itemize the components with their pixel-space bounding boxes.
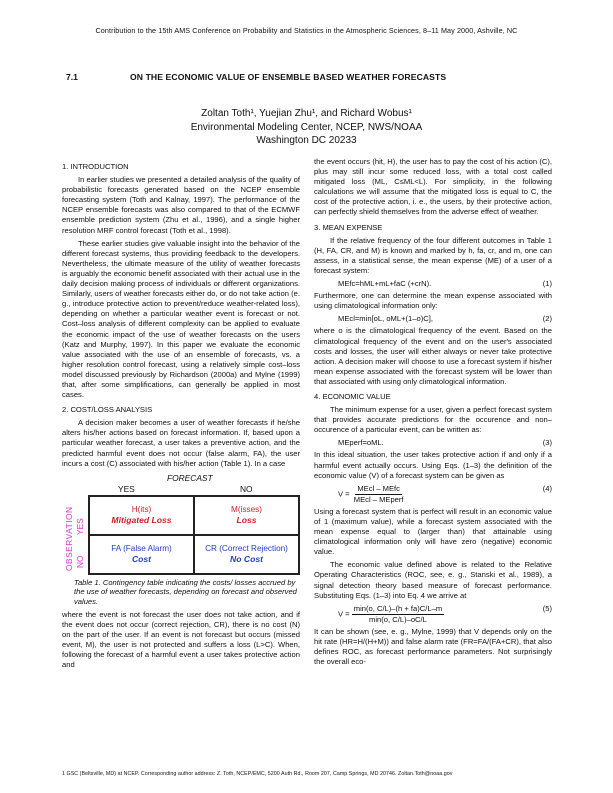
paragraph: The minimum expense for a user, given a perfect forecast system that provides accurate predictions for the occurence and non–occurence of a particular event, can be written as:: [314, 405, 552, 435]
correct-rejection-sub: No Cost: [230, 554, 263, 565]
equation-3-number: (3): [542, 438, 552, 448]
section-number: 7.1: [66, 72, 78, 82]
equation-5-denominator: min(o, C/L)–oC/L: [369, 614, 427, 624]
location: Washington DC 20233: [256, 135, 357, 146]
forecast-yes-label: YES: [118, 483, 135, 494]
equation-5-numerator: min(o, C/L)–(h + fa)C/L–m: [352, 604, 444, 615]
equation-5: [314, 604, 552, 625]
paragraph: Furthermore, one can determine the mean expense associated with using climatological information only:: [314, 291, 552, 311]
false-alarm-sub: Cost: [131, 554, 152, 565]
cell-hits: [89, 496, 194, 535]
paper-title: ON THE ECONOMIC VALUE OF ENSEMBLE BASED WEATHER FORECASTS: [130, 72, 447, 82]
equation-2-number: (2): [542, 314, 552, 324]
paragraph: The economic value defined above is related to the Relative Operating Characteristics (ROC, see, e. g., Stanski et al., 1989), a signal detection theory based measure of forecast performance. Substituting Eqs. (1–3) into Eq. 4 we arrive at: [314, 560, 552, 600]
equation-1-body: MEfc=hML+mL+faC (+crN).: [338, 279, 432, 289]
paragraph: the event occurs (hit, H), the user has to pay the cost of his action (C), plus may still incur some reduced loss, with a total cost called mitigated loss (ML, C≤ML<L). For simplicity, in the following calculations we will assume that the mitigated loss is equal to C, the cost of the protective action, i. e., the users, by their protective action, can perfectly shield themselves from the adverse effect of weather.: [314, 157, 552, 217]
misses-sub: Loss: [236, 515, 257, 526]
equation-5-lhs: V =: [338, 609, 350, 619]
section-heading-introduction: 1. INTRODUCTION: [62, 162, 129, 171]
table-caption: Table 1. Contingency table indicating the costs/ losses accrued by the use of weather forecasts, depending on forecast and observed values.: [74, 577, 297, 606]
equation-2: [314, 314, 552, 324]
cell-correct-rejection: [194, 535, 299, 574]
equation-4-number: (4): [542, 483, 552, 493]
paragraph: where o is the climatological frequency of the event. Based on the climatological frequency of the event and on the user's associated costs and losses, the user will either always or never take protective action. A decision maker will choose to use a forecast system if his/her mean expense associated with the forecast system will be lower than that associated with using only climatological information.: [314, 326, 552, 386]
section-heading-economic-value: 4. ECONOMIC VALUE: [314, 391, 391, 401]
paragraph: Using a forecast system that is perfect will result in an economic value of 1 (maximum value), while a forecast system associated with the mean expense equal to (larger than) that attainable using climatological information only will have zero (negative) economic value.: [314, 506, 552, 557]
author-list: Zoltan Toth¹, Yuejian Zhu¹, and Richard Wobus¹: [201, 108, 412, 119]
equation-5-number: (5): [542, 603, 552, 613]
contingency-table-figure: [62, 473, 300, 576]
equation-4-fraction: [352, 484, 406, 505]
cell-false-alarm: [89, 535, 194, 574]
paragraph: A decision maker becomes a user of weather forecasts if he/she alters his/her actions based on forecast information. If, based upon a particular weather forecast, a user takes a preventive action, and the predicted harmful event does not occur (false alarm, FA), the user incurs a cost (C) associated with his/her action (Table 1). In a case: [62, 418, 300, 468]
equation-5-fraction: [352, 604, 444, 625]
equation-4-denominator: MEcl – MEperf: [353, 494, 404, 504]
hits-label: H(its): [131, 505, 152, 515]
cell-misses: [194, 496, 299, 535]
false-alarm-label: FA (False Alarm): [111, 544, 172, 554]
equation-1-number: (1): [542, 279, 552, 289]
forecast-no-label: NO: [240, 483, 253, 494]
misses-label: M(isses): [231, 505, 262, 515]
hits-sub: Mitigated Loss: [111, 515, 172, 526]
observation-yes-label: YES: [75, 517, 85, 535]
paragraph: In this ideal situation, the user takes protective action if and only if a harmful event actually occurs. Using Eqs. (1–3) the definition of the economic value (V) of a forecast system can be given as: [314, 450, 552, 480]
section-heading-cost-loss: 2. COST/LOSS ANALYSIS: [62, 405, 153, 415]
paragraph: It can be shown (see, e. g., Mylne, 1999) that V depends only on the hit rate (HR=H/(H+M)) and false alarm rate (FR=FA/(FA+CR), that also defines ROC, as forecast performance parameters. Not surprisingly the overall eco-: [314, 626, 552, 667]
paragraph: In earlier studies we presented a detailed analysis of the quality of probabilistic forecasts generated based on the NCEP ensemble forecasting system (Toth and Kalnay, 1997). The performance of the NCEP ensemble forecasts was also compared to that of the ECMWF ensemble prediction system (Zhu et al., 1996), and a single higher resolution MRF control forecast (Toth et al., 1998).: [62, 175, 300, 235]
equation-3-body: MEperf=oML.: [338, 438, 384, 448]
conference-header: Contribution to the 15th AMS Conference on Probability and Statistics in the Atmospheric Sciences, 8–11 May 2000, Ashville, NC: [95, 26, 518, 35]
equation-4: [314, 484, 552, 505]
paragraph: These earlier studies give valuable insight into the behavior of the different forecast systems, thus providing feedback to the developers. Nevertheless, the ultimate measure of the utility of weather forecasts is arguably the economic benefit associated with their actual use in the daily decision making process of individuals or different organizations. Similarly, users of weather forecasts either do, or do not take action (e. g., introduce protective action to prevent/reduce weather-related loss), depending on whether a particular weather event is forecast or not. Cost–loss analysis of different complexity can be applied to evaluate the economic impact of the use of weather forecasts on the users (Katz and Murphy, 1997). In this paper we evaluate the economic value associated with the use of an ensemble of forecasts, vs. a higher resolution control forecast, using a relatively simple cost–loss model discussed previously by Richardson (2000a) and Mylne (1999) that, after some simplifications, can generally be applied in most cases.: [62, 238, 300, 400]
observation-no-label: NO: [75, 555, 85, 568]
section-heading-mean-expense: 3. MEAN EXPENSE: [314, 222, 383, 232]
observation-label: OBSERVATION: [64, 506, 74, 571]
paragraph: where the event is not forecast the user does not take action, and if the event does not occur (correct rejection, CR), there is no cost (N) on the part of the user. If an event is not forecast but occurs (missed event, M), the user is not protected and suffers a loss (L>C). When, following the forecast of a harmful event a user takes protective action and: [62, 609, 300, 669]
right-column: [314, 157, 552, 670]
forecast-label: FORECAST: [167, 472, 213, 483]
equation-4-lhs: V =: [338, 489, 350, 499]
affiliation: Environmental Modeling Center, NCEP, NWS/NOAA: [190, 122, 423, 133]
equation-3: [314, 438, 552, 448]
equation-4-numerator: MEcl – MEfc: [355, 484, 402, 495]
equation-1: [314, 279, 552, 289]
left-column: [62, 157, 300, 673]
paragraph: If the relative frequency of the four different outcomes in Table 1 (H, FA, CR, and M) is known and marked by h, fa, cr, and m, one can assess, in a statistical sense, the mean expense (ME) of a user of a forecast system:: [314, 235, 552, 275]
correct-rejection-label: CR (Correct Rejection): [205, 544, 288, 554]
footnote: 1 GSC (Beltsville, MD) at NCEP. Corresponding author address: Z. Toth, NCEP/EMC, 5200 Auth Rd., Room 207, Camp Springs, MD 20746. Zoltan.Toth@noaa.gov: [62, 771, 453, 777]
contingency-grid: [88, 495, 300, 575]
equation-2-body: MEcl=min[oL, oML+(1–o)C],: [338, 314, 433, 324]
